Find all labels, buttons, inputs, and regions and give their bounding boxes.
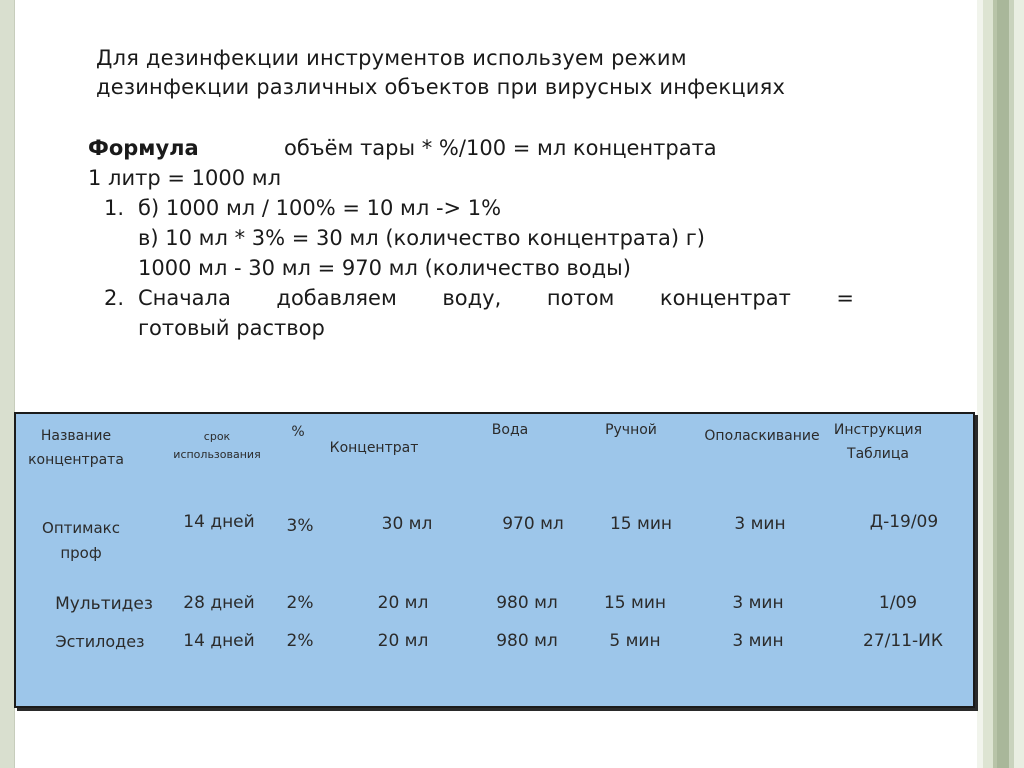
- row-2-water: 980 мл: [496, 593, 558, 613]
- left-frame-bar: [0, 0, 15, 768]
- row-2-rinse: 3 мин: [732, 593, 784, 613]
- step-line: б) 1000 мл / 100% = 10 мл -> 1%: [138, 196, 502, 220]
- row-3-concentrate: 20 мл: [377, 631, 429, 651]
- row-1-rinse: 3 мин: [734, 514, 786, 534]
- header-water: Вода: [491, 422, 529, 438]
- right-decorative-stripes: [977, 0, 1024, 768]
- row-2-concentrate: 20 мл: [377, 593, 429, 613]
- row-1-concentrate: 30 мл: [381, 514, 433, 534]
- step-line: в) 10 мл * 3% = 30 мл (количество концентрата) г): [138, 226, 705, 250]
- formula-block: [88, 133, 868, 343]
- row-1-water: 970 мл: [502, 514, 564, 534]
- step-item: [104, 283, 868, 343]
- row-3-manual: 5 мин: [609, 631, 661, 651]
- row-3-name: Эстилодез: [55, 632, 145, 651]
- row-3-instruction: 27/11-ИК: [863, 631, 943, 651]
- row-2-manual: 15 мин: [603, 593, 667, 613]
- row-2-term: 28 дней: [183, 593, 255, 613]
- row-3-rinse: 3 мин: [732, 631, 784, 651]
- step-line: Сначала добавляем воду, потом концентрат =: [138, 286, 854, 310]
- row-1-name: Оптимакс проф: [42, 519, 120, 562]
- formula-line: [88, 133, 868, 163]
- liter-conversion: 1 литр = 1000 мл: [88, 166, 281, 190]
- header-percent: %: [291, 424, 305, 440]
- row-1-percent: 3%: [286, 516, 314, 536]
- row-2-instruction: 1/09: [878, 593, 918, 613]
- row-2-name: Мультидез: [55, 594, 153, 614]
- step-line: 1000 мл - 30 мл = 970 мл (количество воды): [138, 256, 631, 280]
- intro-text: [96, 44, 936, 102]
- row-3-water: 980 мл: [496, 631, 558, 651]
- header-concentrate: Концентрат: [329, 440, 419, 456]
- formula-expression: объём тары * %/100 = мл концентрата: [284, 136, 717, 160]
- row-2-percent: 2%: [286, 593, 314, 613]
- header-manual: Ручной: [605, 422, 657, 438]
- header-rinse: Ополаскивание: [704, 428, 820, 444]
- row-1-manual: 15 мин: [609, 514, 673, 534]
- header-instruction: Инструкция Таблица: [833, 422, 923, 462]
- step-number: 2.: [104, 286, 125, 310]
- row-3-term: 14 дней: [183, 631, 255, 651]
- concentrate-table: [14, 412, 975, 708]
- formula-label: Формула: [88, 136, 199, 160]
- step-line: готовый раствор: [138, 316, 325, 340]
- step-item: [104, 193, 868, 283]
- header-name: Название концентрата: [28, 428, 124, 468]
- step-number: 1.: [104, 196, 125, 220]
- intro-line-2: дезинфекции различных объектов при вирусных инфекциях: [96, 75, 786, 99]
- row-3-percent: 2%: [286, 631, 314, 651]
- intro-line-1: Для дезинфекции инструментов используем режим: [96, 46, 687, 70]
- row-1-term: 14 дней: [183, 512, 255, 532]
- steps-list: [88, 193, 868, 343]
- header-term: срок использования: [173, 430, 261, 461]
- row-1-instruction: Д-19/09: [869, 512, 939, 532]
